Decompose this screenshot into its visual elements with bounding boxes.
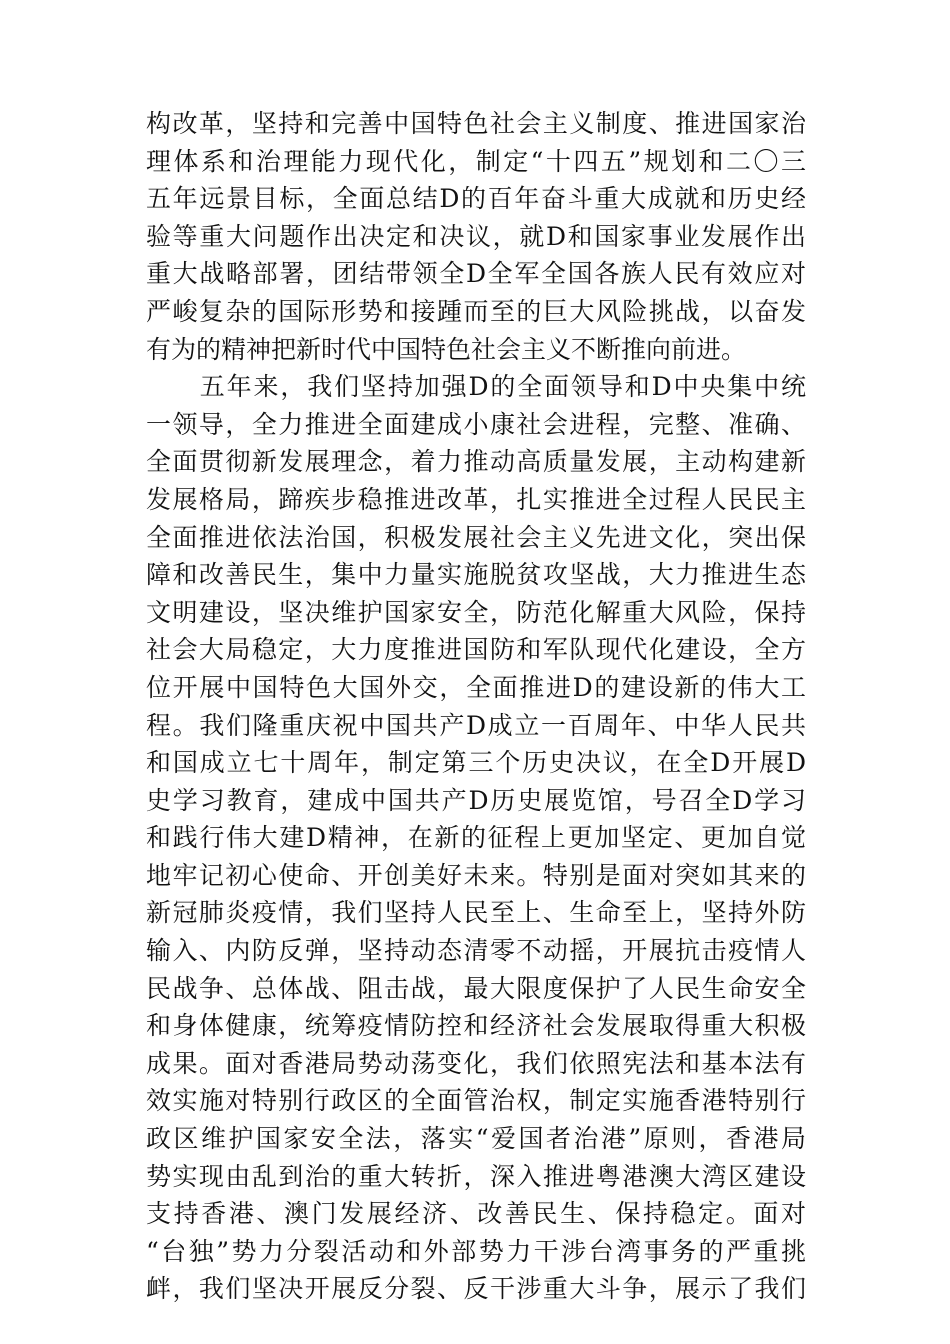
- text-line: 和践行伟大建D精神，在新的征程上更加坚定、更加自觉: [146, 823, 806, 853]
- body-text: [146, 105, 806, 1308]
- text-line: 理体系和治理能力现代化，制定“十四五”规划和二〇三: [146, 146, 806, 176]
- text-line: 输入、内防反弹，坚持动态清零不动摇，开展抗击疫情人: [146, 936, 806, 966]
- text-line: 位开展中国特色大国外交，全面推进D的建设新的伟大工: [146, 672, 806, 702]
- text-line: 地牢记初心使命、开创美好未来。特别是面对突如其来的: [146, 860, 806, 890]
- text-line: 发展格局，蹄疾步稳推进改革，扎实推进全过程人民民主: [146, 484, 806, 514]
- text-line: 和身体健康，统筹疫情防控和经济社会发展取得重大积极: [146, 1011, 806, 1041]
- text-line: 文明建设，坚决维护国家安全，防范化解重大风险，保持: [146, 597, 806, 627]
- text-line: 严峻复杂的国际形势和接踵而至的巨大风险挑战，以奋发: [146, 296, 806, 326]
- text-line: 五年来，我们坚持加强D的全面领导和D中央集中统: [146, 372, 806, 402]
- text-line: 史学习教育，建成中国共产D历史展览馆，号召全D学习: [146, 785, 806, 815]
- paragraph-1: [146, 105, 806, 368]
- text-line: 有为的精神把新时代中国特色社会主义不断推向前进。: [146, 334, 747, 364]
- text-line: 和国成立七十周年，制定第三个历史决议，在全D开展D: [146, 748, 806, 778]
- text-line: 支持香港、澳门发展经济、改善民生、保持稳定。面对: [146, 1199, 806, 1229]
- text-line: 障和改善民生，集中力量实施脱贫攻坚战，大力推进生态: [146, 560, 806, 590]
- text-line: 新冠肺炎疫情，我们坚持人民至上、生命至上，坚持外防: [146, 898, 806, 928]
- text-line: “台独”势力分裂活动和外部势力干涉台湾事务的严重挑: [146, 1236, 806, 1266]
- text-line: 政区维护国家安全法，落实“爱国者治港”原则，香港局: [146, 1124, 806, 1154]
- text-line: 势实现由乱到治的重大转折，深入推进粤港澳大湾区建设: [146, 1161, 806, 1191]
- text-line: 全面推进依法治国，积极发展社会主义先进文化，突出保: [146, 522, 806, 552]
- text-line: 五年远景目标，全面总结D的百年奋斗重大成就和历史经: [146, 184, 806, 214]
- paragraph-2: [146, 368, 806, 1308]
- text-line: 验等重大问题作出决定和决议，就D和国家事业发展作出: [146, 221, 806, 251]
- text-line: 构改革，坚持和完善中国特色社会主义制度、推进国家治: [146, 109, 806, 138]
- text-line: 社会大局稳定，大力度推进国防和军队现代化建设，全方: [146, 635, 806, 665]
- text-line: 全面贯彻新发展理念，着力推动高质量发展，主动构建新: [146, 447, 806, 477]
- text-line: 程。我们隆重庆祝中国共产D成立一百周年、中华人民共: [146, 710, 806, 740]
- text-line: 重大战略部署，团结带领全D全军全国各族人民有效应对: [146, 259, 806, 289]
- text-line: 衅，我们坚决开展反分裂、反干涉重大斗争，展示了我们: [146, 1274, 806, 1304]
- text-line: 效实施对特别行政区的全面管治权，制定实施香港特别行: [146, 1086, 806, 1116]
- text-line: 一领导，全力推进全面建成小康社会进程，完整、准确、: [146, 409, 806, 439]
- text-line: 成果。面对香港局势动荡变化，我们依照宪法和基本法有: [146, 1048, 806, 1078]
- text-line: 民战争、总体战、阻击战，最大限度保护了人民生命安全: [146, 973, 806, 1003]
